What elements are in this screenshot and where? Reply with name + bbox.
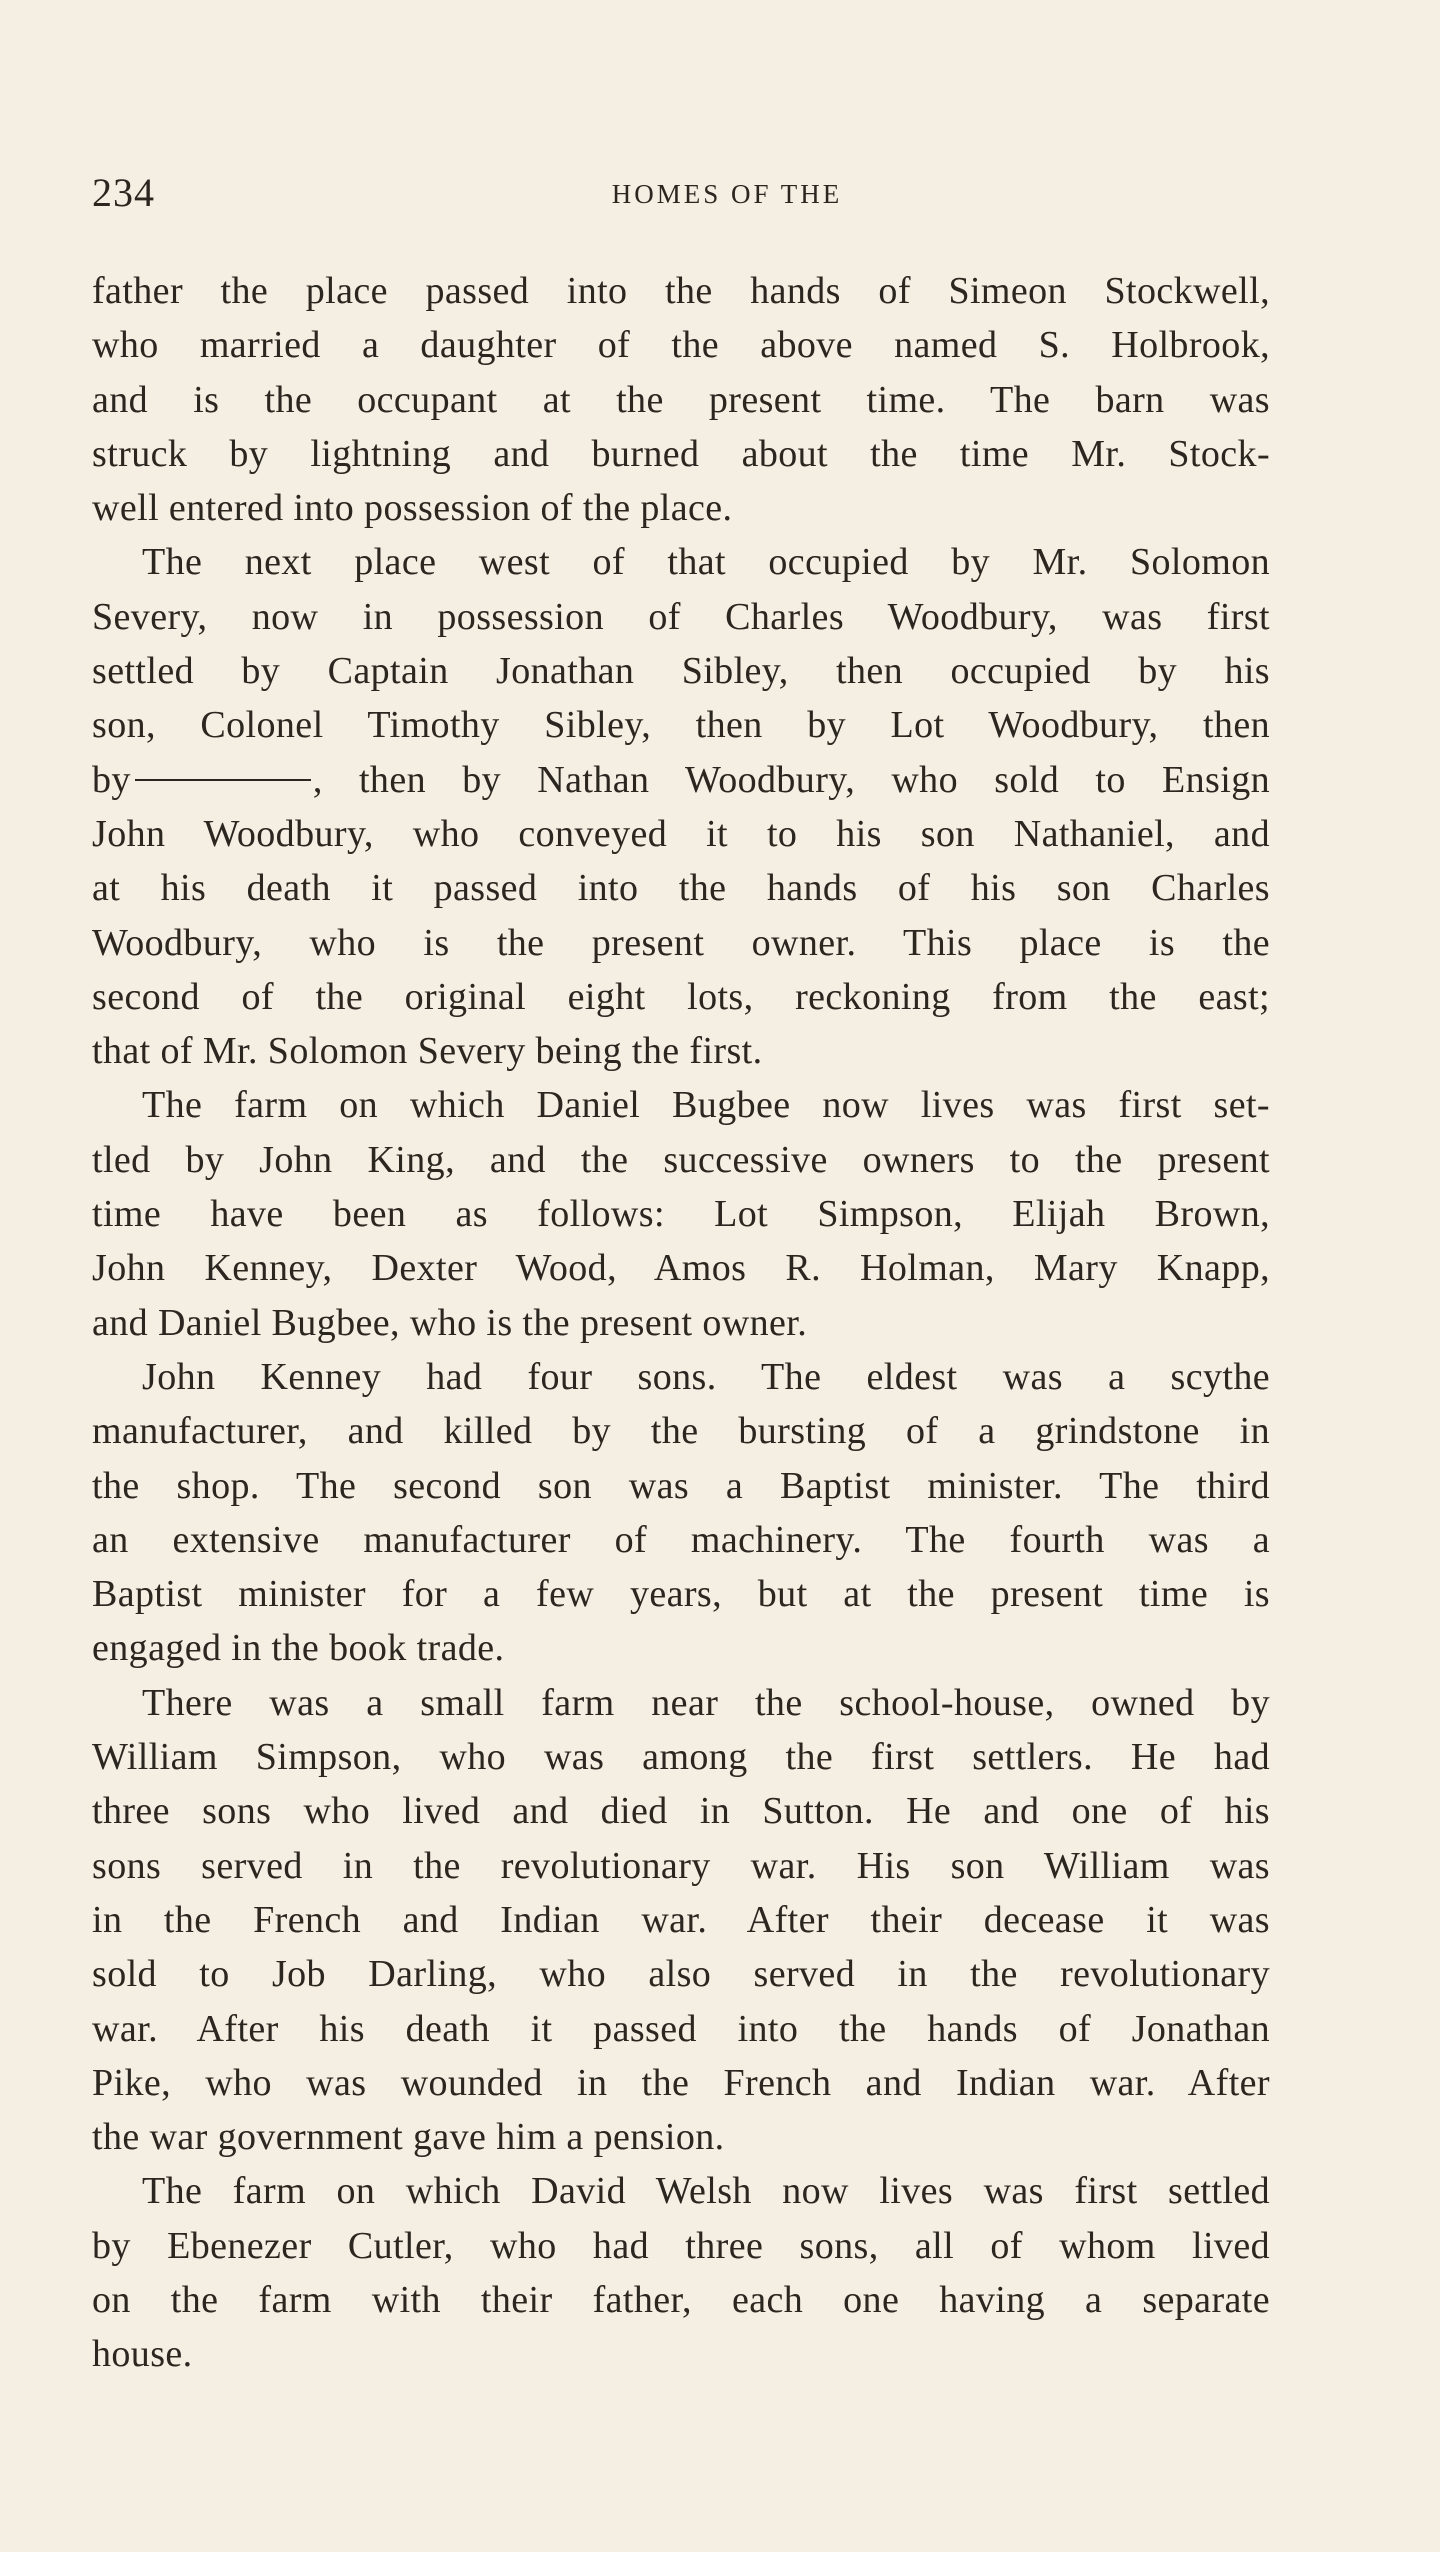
paragraph-6 (92, 2164, 1270, 2381)
text-line: war. After his death it passed into the hands of Jonathan (92, 2007, 1270, 2050)
paragraph-1 (92, 264, 1270, 535)
paragraph-5 (92, 1676, 1270, 2165)
text-line: struck by lightning and burned about the time Mr. Stock- (92, 432, 1270, 475)
running-head (92, 168, 1262, 218)
text-line: second of the original eight lots, reckoning from the east; (92, 975, 1270, 1018)
text-line: that of Mr. Solomon Severy being the first. (92, 1030, 763, 1073)
text-line: William Simpson, who was among the first settlers. He had (92, 1736, 1270, 1779)
text-line: and is the occupant at the present time. The barn was (92, 378, 1270, 421)
text-line: son, Colonel Timothy Sibley, then by Lot Woodbury, then (92, 704, 1270, 747)
text-line: at his death it passed into the hands of his son Charles (92, 867, 1270, 910)
text-line: John Kenney had four sons. The eldest was a scythe (142, 1355, 1270, 1398)
text-line: Woodbury, who is the present owner. This place is the (92, 921, 1270, 964)
text-line: The next place west of that occupied by Mr. Solomon (142, 541, 1270, 584)
text-line: three sons who lived and died in Sutton. He and one of his (92, 1790, 1270, 1833)
running-title: HOMES OF THE (611, 179, 843, 209)
name-omitted-dash (135, 779, 311, 781)
text-line: and Daniel Bugbee, who is the present owner. (92, 1301, 808, 1344)
text-line: well entered into possession of the place. (92, 487, 733, 530)
page-number: 234 (92, 170, 155, 215)
text-line: an extensive manufacturer of machinery. The fourth was a (92, 1518, 1270, 1561)
paragraph-2 (92, 535, 1270, 1078)
text-line: on the farm with their father, each one having a separate (92, 2278, 1270, 2321)
text-line: There was a small farm near the school-house, owned by (142, 1681, 1270, 1724)
text-line: house. (92, 2333, 193, 2376)
text-line: time have been as follows: Lot Simpson, Elijah Brown, (92, 1193, 1270, 1236)
text-line: Baptist minister for a few years, but at the present time is (92, 1573, 1270, 1616)
text-line: The farm on which David Welsh now lives was first settled (142, 2170, 1270, 2213)
text-line: John Kenney, Dexter Wood, Amos R. Holman, Mary Knapp, (92, 1247, 1270, 1290)
text-line: engaged in the book trade. (92, 1627, 505, 1670)
text-line: by Ebenezer Cutler, who had three sons, all of whom lived (92, 2224, 1270, 2267)
text-fragment: by (92, 758, 131, 801)
paragraph-3 (92, 1078, 1270, 1349)
text-line: John Woodbury, who conveyed it to his son Nathaniel, and (92, 812, 1270, 855)
text-line: the shop. The second son was a Baptist minister. The third (92, 1464, 1270, 1507)
text-line: sold to Job Darling, who also served in the revolutionary (92, 1953, 1270, 1996)
text-line: The farm on which Daniel Bugbee now lives was first set- (142, 1084, 1270, 1127)
text-line: in the French and Indian war. After their decease it was (92, 1898, 1270, 1941)
text-line: who married a daughter of the above named S. Holbrook, (92, 324, 1270, 367)
text-line: father the place passed into the hands of Simeon Stockwell, (92, 270, 1270, 312)
text-line: Severy, now in possession of Charles Woodbury, was first (92, 595, 1270, 638)
text-line: settled by Captain Jonathan Sibley, then occupied by his (92, 650, 1270, 693)
text-line: the war government gave him a pension. (92, 2116, 725, 2159)
text-line: Pike, who was wounded in the French and Indian war. After (92, 2061, 1270, 2104)
text-fragment: , then by Nathan Woodbury, who sold to Ensign (312, 758, 1270, 801)
body-text (92, 264, 1270, 2382)
text-line: manufacturer, and killed by the bursting of a grindstone in (92, 1410, 1270, 1453)
text-line-with-blank (92, 753, 1270, 807)
text-line: tled by John King, and the successive owners to the present (92, 1138, 1270, 1181)
paragraph-4 (92, 1350, 1270, 1676)
text-line: sons served in the revolutionary war. His son William was (92, 1844, 1270, 1887)
